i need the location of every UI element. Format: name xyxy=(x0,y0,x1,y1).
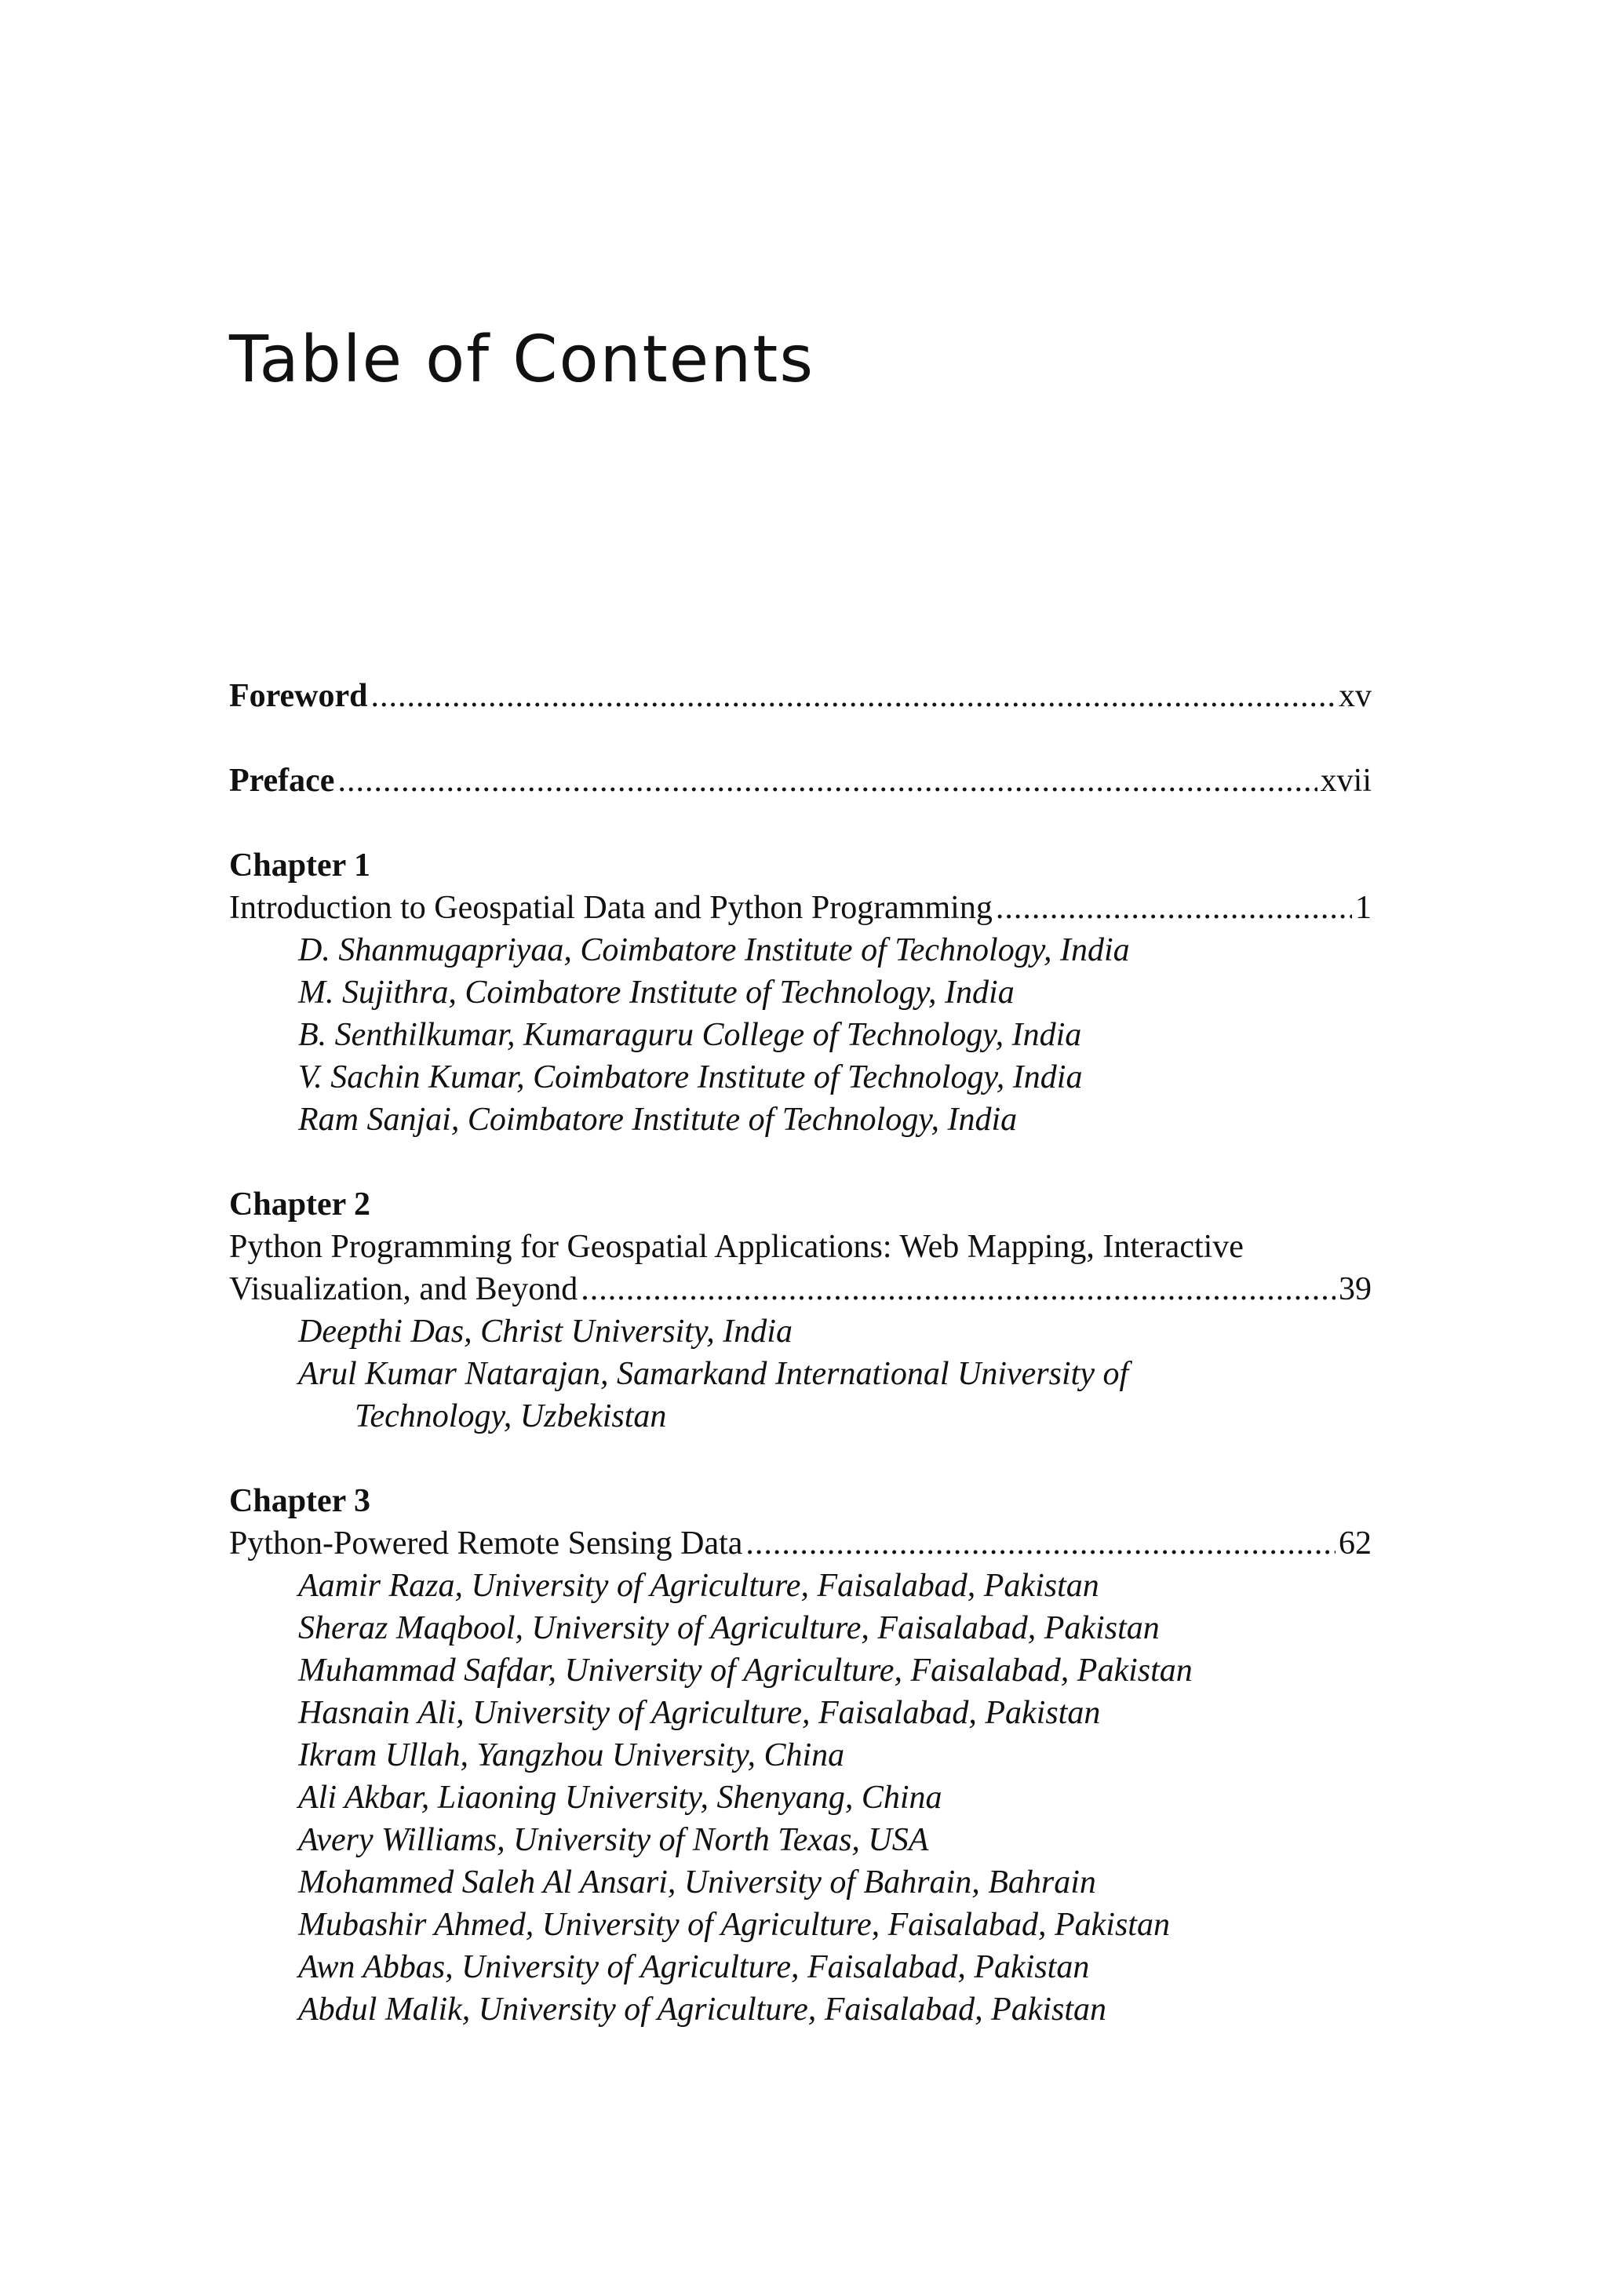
dot-leader xyxy=(581,1268,1336,1310)
author: Avery Williams, University of North Texas, USA xyxy=(298,1822,929,1858)
page-title: Table of Contents xyxy=(229,323,815,397)
chapter-3 xyxy=(229,1480,1372,2031)
author: Mohammed Saleh Al Ansari, University of Bahrain, Bahrain xyxy=(298,1864,1096,1901)
author-list xyxy=(229,1565,1372,2031)
author-affiliation-continued: Technology, Uzbekistan xyxy=(355,1398,667,1434)
chapter-title: Python-Powered Remote Sensing Data xyxy=(229,1525,743,1562)
page-number: xvii xyxy=(1320,763,1372,799)
chapter-title-continued: Visualization, and Beyond xyxy=(229,1271,578,1307)
page-number: 1 xyxy=(1355,890,1372,926)
chapter-1 xyxy=(229,844,1372,1141)
author: B. Senthilkumar, Kumaraguru College of Technology, India xyxy=(298,1017,1082,1053)
toc-entry-preface[interactable] xyxy=(229,760,1372,802)
dot-leader xyxy=(371,675,1336,717)
author: V. Sachin Kumar, Coimbatore Institute of Technology, India xyxy=(298,1059,1083,1095)
chapter-title-link[interactable] xyxy=(229,887,1372,929)
dot-leader xyxy=(996,887,1352,929)
chapter-title-link[interactable] xyxy=(229,1268,1372,1310)
dot-leader xyxy=(745,1522,1336,1565)
chapter-label: Chapter 1 xyxy=(229,847,371,884)
author: Muhammad Safdar, University of Agriculture, Faisalabad, Pakistan xyxy=(298,1653,1193,1689)
page-number: 62 xyxy=(1339,1525,1372,1562)
entry-label: Foreword xyxy=(229,678,368,714)
entry-label: Preface xyxy=(229,763,335,799)
author: Awn Abbas, University of Agriculture, Faisalabad, Pakistan xyxy=(298,1949,1090,1985)
author: Hasnain Ali, University of Agriculture, Faisalabad, Pakistan xyxy=(298,1695,1101,1731)
author: Arul Kumar Natarajan, Samarkand International University of xyxy=(298,1356,1129,1392)
author: M. Sujithra, Coimbatore Institute of Technology, India xyxy=(298,975,1015,1011)
author: Ali Akbar, Liaoning University, Shenyang, China xyxy=(298,1780,942,1816)
dot-leader xyxy=(337,760,1317,802)
author-list xyxy=(229,929,1372,1141)
chapter-2 xyxy=(229,1183,1372,1438)
author: Abdul Malik, University of Agriculture, Faisalabad, Pakistan xyxy=(298,1992,1107,2028)
author: Ram Sanjai, Coimbatore Institute of Technology, India xyxy=(298,1102,1018,1138)
page-number: xv xyxy=(1339,678,1372,714)
author: Deepthi Das, Christ University, India xyxy=(298,1314,793,1350)
author-list xyxy=(229,1310,1372,1438)
chapter-title: Introduction to Geospatial Data and Python Programming xyxy=(229,890,993,926)
author: Ikram Ullah, Yangzhou University, China xyxy=(298,1737,845,1773)
chapter-title-link[interactable] xyxy=(229,1522,1372,1565)
toc-entry-foreword[interactable] xyxy=(229,675,1372,717)
chapter-label: Chapter 3 xyxy=(229,1483,371,1519)
author: D. Shanmugapriyaa, Coimbatore Institute of Technology, India xyxy=(298,932,1130,968)
chapter-label: Chapter 2 xyxy=(229,1186,371,1223)
table-of-contents xyxy=(229,675,1372,2073)
author: Sheraz Maqbool, University of Agriculture, Faisalabad, Pakistan xyxy=(298,1610,1160,1646)
chapter-title[interactable]: Python Programming for Geospatial Applications: Web Mapping, Interactive xyxy=(229,1229,1244,1265)
author: Aamir Raza, University of Agriculture, Faisalabad, Pakistan xyxy=(298,1568,1099,1604)
page-number: 39 xyxy=(1339,1271,1372,1307)
author: Mubashir Ahmed, University of Agriculture, Faisalabad, Pakistan xyxy=(298,1907,1170,1943)
